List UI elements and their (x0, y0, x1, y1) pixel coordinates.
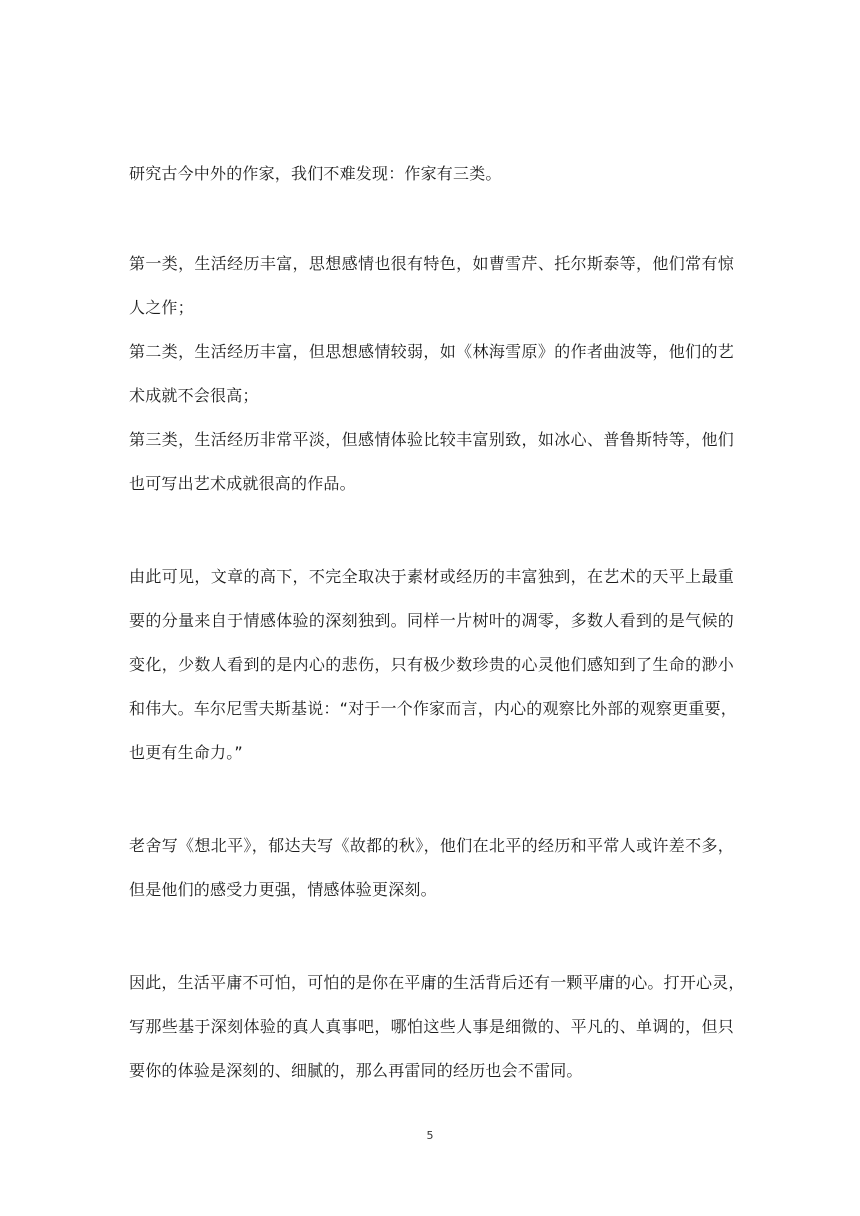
text-line: 第三类，生活经历非常平淡，但感情体验比较丰富别致，如冰心、普鲁斯特等，他们 (129, 430, 734, 449)
text-line: 写那些基于深刻体验的真人真事吧，哪怕这些人事是细微的、平凡的、单调的，但只 (129, 1017, 734, 1036)
text-line: 要的分量来自于情感体验的深刻独到。同样一片树叶的凋零，多数人看到的是气候的 (129, 611, 734, 630)
text-line: 也可写出艺术成就很高的作品。 (129, 474, 356, 493)
text-line: 和伟大。车尔尼雪夫斯基说：“对于一个作家而言，内心的观察比外部的观察更重要， (129, 699, 737, 718)
text-line: 人之作； (129, 298, 194, 317)
text-line: 老舍写《想北平》，郁达夫写《故都的秋》，他们在北平的经历和平常人或许差不多， (129, 836, 734, 855)
text-line: 由此可见，文章的高下，不完全取决于素材或经历的丰富独到，在艺术的天平上最重 (129, 567, 734, 586)
text-line: 变化，少数人看到的是内心的悲伤，只有极少数珍贵的心灵他们感知到了生命的渺小 (129, 655, 734, 674)
text-line: 第一类，生活经历丰富，思想感情也很有特色，如曹雪芹、托尔斯泰等，他们常有惊 (129, 254, 734, 273)
text-line: 研究古今中外的作家，我们不难发现：作家有三类。 (129, 164, 502, 183)
text-line: 也更有生命力。” (129, 743, 243, 762)
text-line: 要你的体验是深刻的、细腻的，那么再雷同的经历也会不雷同。 (129, 1061, 583, 1080)
text-line: 第二类，生活经历丰富，但思想感情较弱，如《林海雪原》的作者曲波等，他们的艺 (129, 342, 734, 361)
text-line: 但是他们的感受力更强，情感体验更深刻。 (129, 880, 437, 899)
text-line: 术成就不会很高； (129, 386, 259, 405)
page-number: 5 (426, 1129, 434, 1142)
text-line: 因此，生活平庸不可怕，可怕的是你在平庸的生活背后还有一颗平庸的心。打开心灵， (129, 973, 745, 992)
